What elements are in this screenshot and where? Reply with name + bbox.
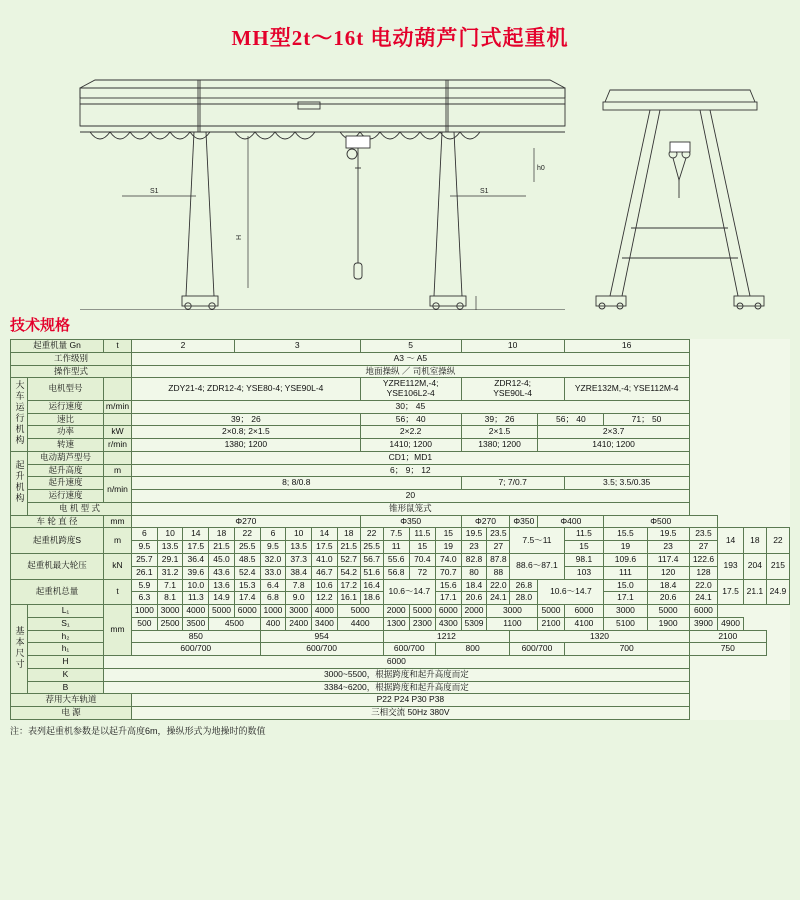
motor-model-4: YZRE132M,-4; YSE112M-4 [564, 378, 689, 401]
span-2-b1: 9.5 [132, 541, 158, 554]
lift-speed-3: 3.5; 3.5/0.35 [564, 477, 689, 490]
tw-2-b2: 8.1 [157, 592, 183, 605]
lift-speed-unit: n/min [104, 477, 132, 503]
table-row-L1 [11, 605, 790, 618]
span-2-b2: 13.5 [157, 541, 183, 554]
svg-text:H: H [236, 234, 243, 240]
S1-12: 5309 [461, 617, 487, 630]
S1-10: 2300 [409, 617, 435, 630]
L1-1: 1000 [132, 605, 158, 618]
S1-9: 1300 [383, 617, 409, 630]
power-4: 2×3.7 [538, 426, 689, 439]
wl-10-b1: 98.1 [564, 554, 604, 567]
wheel-dia-4: Φ350 [510, 515, 538, 528]
span-3-b2: 13.5 [286, 541, 312, 554]
span-10-a: 7.5～11 [510, 528, 564, 554]
table-row-motor-type [11, 502, 790, 515]
table-row-H [11, 656, 790, 669]
wheel-dia-6: Φ500 [604, 515, 718, 528]
tw-3-a1: 6.4 [260, 579, 286, 592]
tw-2-a4: 13.6 [209, 579, 235, 592]
table-row-wheel-dia [11, 515, 790, 528]
tw-10-c3: 24.1 [689, 592, 717, 605]
span-5-b1: 11.5 [409, 528, 435, 541]
wl-10-a: 88.6～87.1 [510, 554, 564, 580]
power-2: 2×2.2 [360, 426, 461, 439]
table-row-lift-speed [11, 477, 790, 490]
wl-3-a2: 37.3 [286, 554, 312, 567]
tw-5-b4: 26.8 [510, 579, 538, 592]
table-row-wheel-load-a [11, 554, 790, 567]
tw-10-b3: 22.0 [689, 579, 717, 592]
ratio-1: 39； 26 [132, 413, 361, 426]
wl-2-b2: 31.2 [157, 566, 183, 579]
wl-5-a2: 56.8 [383, 566, 409, 579]
span-16-2: 18 [743, 528, 766, 554]
wl-10-c2: 111 [604, 566, 647, 579]
wl-5-c3: 80 [461, 566, 487, 579]
ratio-4: 56； 40 [538, 413, 604, 426]
work-class-label: 工作级别 [11, 352, 132, 365]
L1-label: L₁ [28, 605, 104, 618]
wheel-dia-3: Φ270 [461, 515, 510, 528]
span-10-c3: 23 [647, 541, 689, 554]
tw-5-b3: 22.0 [487, 579, 510, 592]
span-3-a2: 10 [286, 528, 312, 541]
spec-table-wrap [10, 339, 790, 720]
K-label: K [28, 668, 104, 681]
tw-5-b2: 18.4 [461, 579, 487, 592]
S1-15: 4100 [564, 617, 604, 630]
wl-3-b5: 51.6 [360, 566, 383, 579]
h2-label: h₂ [28, 630, 104, 643]
operation-label: 操作型式 [11, 365, 132, 378]
tw-10-b1: 15.0 [604, 579, 647, 592]
L1-19: 6000 [689, 605, 717, 618]
run-speed-value: 30； 45 [132, 400, 690, 413]
L1-13: 2000 [461, 605, 487, 618]
wl-10-b2: 109.6 [604, 554, 647, 567]
tw-3-b3: 12.2 [312, 592, 338, 605]
span-10-b3: 19.5 [647, 528, 689, 541]
B-label: B [28, 681, 104, 694]
power-source-label: 电 源 [11, 707, 132, 720]
ratio-unit [104, 413, 132, 426]
span-3-b3: 17.5 [312, 541, 338, 554]
operation-value: 地面操纵 ／ 司机室操纵 [132, 365, 690, 378]
wl-3-b1: 33.0 [260, 566, 286, 579]
S1-6: 2400 [286, 617, 312, 630]
span-3-a5: 22 [360, 528, 383, 541]
tw-5-c4: 28.0 [510, 592, 538, 605]
wl-16-3: 215 [766, 554, 789, 580]
span-5-c4: 27 [487, 541, 510, 554]
ratio-5: 71； 50 [604, 413, 689, 426]
rpm-1: 1380; 1200 [132, 439, 361, 452]
wl-2-b3: 39.6 [183, 566, 209, 579]
span-2-a2: 10 [157, 528, 183, 541]
lift-speed-1: 8; 8/0.8 [132, 477, 462, 490]
lift-height-unit: m [104, 464, 132, 477]
wheel-load-label: 起重机最大轮压 [11, 554, 104, 580]
wl-5-b4: 87.8 [487, 554, 510, 567]
span-5-c3: 23 [461, 541, 487, 554]
wl-3-a3: 41.0 [312, 554, 338, 567]
lift-height-label: 起升高度 [28, 464, 104, 477]
dim-group-label: 基本尺寸 [11, 605, 28, 694]
tw-2-a1: 5.9 [132, 579, 158, 592]
wheel-dia-unit: mm [104, 515, 132, 528]
lift-group-label: 起升机构 [11, 451, 28, 515]
motor-model-unit [104, 378, 132, 401]
span-5-c1: 15 [409, 541, 435, 554]
span-16-1: 14 [718, 528, 744, 554]
span-2-a3: 14 [183, 528, 209, 541]
travel-speed-label: 运行速度 [28, 490, 104, 503]
span-10-b4: 23.5 [689, 528, 717, 541]
wl-5-a1: 55.6 [383, 554, 409, 567]
S1-1: 500 [132, 617, 158, 630]
tw-5-c2: 20.6 [461, 592, 487, 605]
H-value: 6000 [104, 656, 690, 669]
capacity-10: 10 [461, 340, 564, 353]
table-row-run-speed [11, 400, 790, 413]
ratio-2: 56； 40 [360, 413, 461, 426]
motor-model-2: YZRE112M,-4; YSE106L2-4 [360, 378, 461, 401]
table-row-operation [11, 365, 790, 378]
tw-3-a4: 17.2 [337, 579, 360, 592]
svg-text:h0: h0 [537, 165, 545, 172]
span-3-a4: 18 [337, 528, 360, 541]
h2-2: 954 [260, 630, 383, 643]
wl-5-c2: 70.7 [435, 566, 461, 579]
big-car-group-label: 大车运行机构 [11, 378, 28, 452]
span-3-b5: 25.5 [360, 541, 383, 554]
S1-18: 3900 [689, 617, 717, 630]
run-speed-unit: m/min [104, 400, 132, 413]
tw-5-c1: 17.1 [435, 592, 461, 605]
tw-2-a2: 7.1 [157, 579, 183, 592]
motor-model-1: ZDY21-4; ZDR12-4; YSE80-4; YSE90L-4 [132, 378, 361, 401]
wl-3-b2: 38.4 [286, 566, 312, 579]
wl-2-b1: 26.1 [132, 566, 158, 579]
wl-3-a4: 52.7 [337, 554, 360, 567]
L1-18: 5000 [647, 605, 689, 618]
S1-11: 4300 [435, 617, 461, 630]
table-row-K [11, 668, 790, 681]
capacity-5: 5 [360, 340, 461, 353]
tw-3-a2: 7.8 [286, 579, 312, 592]
tw-16-3: 24.9 [766, 579, 789, 605]
wl-3-a5: 56.7 [360, 554, 383, 567]
K-value: 3000~5500，根据跨度和起升高度而定 [104, 668, 690, 681]
wheel-dia-label: 车 轮 直 径 [11, 515, 104, 528]
H-label: H [28, 656, 104, 669]
table-row-span-a [11, 528, 790, 541]
table-row-rpm [11, 439, 790, 452]
S1-13: 1100 [487, 617, 538, 630]
h1-7: 750 [689, 643, 766, 656]
tw-2-b5: 17.4 [234, 592, 260, 605]
power-label: 功率 [28, 426, 104, 439]
rail-label: 荐用大车轨道 [11, 694, 132, 707]
span-unit: m [104, 528, 132, 554]
L1-11: 5000 [409, 605, 435, 618]
tw-16-2: 21.1 [743, 579, 766, 605]
span-10-c4: 27 [689, 541, 717, 554]
span-10-c2: 19 [604, 541, 647, 554]
table-row-motor-model [11, 378, 790, 401]
power-1: 2×0.8; 2×1.5 [132, 426, 361, 439]
L1-3: 4000 [183, 605, 209, 618]
wl-2-a4: 45.0 [209, 554, 235, 567]
span-5-b3: 19.5 [461, 528, 487, 541]
span-10-b1: 11.5 [564, 528, 604, 541]
rpm-4: 1410; 1200 [538, 439, 689, 452]
rpm-3: 1380; 1200 [461, 439, 538, 452]
S1-2: 2500 [157, 617, 183, 630]
h1-5: 600/700 [510, 643, 564, 656]
hoist-model-label: 电动葫芦型号 [28, 451, 104, 464]
rpm-2: 1410; 1200 [360, 439, 461, 452]
L1-15: 5000 [538, 605, 564, 618]
wl-2-b5: 52.4 [234, 566, 260, 579]
tw-2-b1: 6.3 [132, 592, 158, 605]
L1-16: 6000 [564, 605, 604, 618]
span-5-b2: 15 [435, 528, 461, 541]
L1-10: 2000 [383, 605, 409, 618]
tw-2-b3: 11.3 [183, 592, 209, 605]
span-2-a5: 22 [234, 528, 260, 541]
wl-2-a1: 25.7 [132, 554, 158, 567]
tw-3-a5: 16.4 [360, 579, 383, 592]
table-row-power-source [11, 707, 790, 720]
table-row-hoist-model [11, 451, 790, 464]
capacity-16: 16 [564, 340, 689, 353]
tw-10-c2: 20.6 [647, 592, 689, 605]
capacity-unit: t [104, 340, 132, 353]
span-2-b3: 17.5 [183, 541, 209, 554]
span-16-3: 22 [766, 528, 789, 554]
wl-5-c1: 72 [409, 566, 435, 579]
tw-3-b5: 18.6 [360, 592, 383, 605]
wl-5-b2: 74.0 [435, 554, 461, 567]
tw-2-a5: 15.3 [234, 579, 260, 592]
footnote: 注：表列起重机参数是以起升高度6m，操纵形式为地操时的数值 [10, 725, 266, 736]
L1-9: 5000 [337, 605, 383, 618]
wl-2-b4: 43.6 [209, 566, 235, 579]
power-3: 2×1.5 [461, 426, 538, 439]
span-5-a2: 11 [383, 541, 409, 554]
table-row-capacity [11, 340, 790, 353]
hoist-model-value: CD1；MD1 [132, 451, 690, 464]
tw-10-a: 10.6～14.7 [538, 579, 604, 605]
rpm-unit: r/min [104, 439, 132, 452]
total-weight-unit: t [104, 579, 132, 605]
svg-text:S1: S1 [480, 188, 489, 195]
wl-10-c1: 103 [564, 566, 604, 579]
lift-speed-2: 7; 7/0.7 [461, 477, 564, 490]
span-3-b4: 21.5 [337, 541, 360, 554]
h2-4: 1320 [510, 630, 689, 643]
h2-3: 1212 [383, 630, 510, 643]
lift-height-value: 6； 9； 12 [132, 464, 690, 477]
tw-16-1: 17.5 [718, 579, 744, 605]
tw-2-a3: 10.0 [183, 579, 209, 592]
L1-12: 6000 [435, 605, 461, 618]
page-title: MH型2t～16t 电动葫芦门式起重机 [231, 26, 569, 50]
span-3-a1: 6 [260, 528, 286, 541]
L1-8: 4000 [312, 605, 338, 618]
spec-table [10, 339, 790, 720]
wheel-load-unit: kN [104, 554, 132, 580]
wl-2-a2: 29.1 [157, 554, 183, 567]
h1-label: h₁ [28, 643, 104, 656]
power-source-value: 三相交流 50Hz 380V [132, 707, 690, 720]
h1-4: 800 [435, 643, 509, 656]
span-5-c2: 19 [435, 541, 461, 554]
tw-3-b2: 9.0 [286, 592, 312, 605]
table-row-rail [11, 694, 790, 707]
table-row-B [11, 681, 790, 694]
motor-model-label: 电机型号 [28, 378, 104, 401]
S1-16: 5100 [604, 617, 647, 630]
dim-unit: mm [104, 605, 132, 656]
power-unit: kW [104, 426, 132, 439]
run-speed-label: 运行速度 [28, 400, 104, 413]
span-2-b4: 21.5 [209, 541, 235, 554]
wl-2-a3: 36.4 [183, 554, 209, 567]
span-2-a4: 18 [209, 528, 235, 541]
motor-type-label: 电 机 型 式 [28, 502, 132, 515]
tw-10-c1: 17.1 [604, 592, 647, 605]
B-value: 3384~6200，根据跨度和起升高度而定 [104, 681, 690, 694]
span-3-a3: 14 [312, 528, 338, 541]
S1-14: 2100 [538, 617, 564, 630]
table-row-total-weight-a [11, 579, 790, 592]
L1-7: 3000 [286, 605, 312, 618]
span-5-a1: 7.5 [383, 528, 409, 541]
span-5-b4: 23.5 [487, 528, 510, 541]
wl-10-c4: 128 [689, 566, 717, 579]
table-row-power [11, 426, 790, 439]
table-row-lift-height [11, 464, 790, 477]
wl-10-c3: 120 [647, 566, 689, 579]
span-2-b5: 25.5 [234, 541, 260, 554]
lift-speed-label: 起升速度 [28, 477, 104, 490]
wl-5-b1: 70.4 [409, 554, 435, 567]
L1-4: 5000 [209, 605, 235, 618]
wl-10-b4: 122.6 [689, 554, 717, 567]
tw-5-b1: 15.6 [435, 579, 461, 592]
tw-2-b4: 14.9 [209, 592, 235, 605]
h1-6: 700 [564, 643, 689, 656]
S1-8: 4400 [337, 617, 383, 630]
h2-1: 850 [132, 630, 261, 643]
hoist-model-unit [104, 451, 132, 464]
span-label: 起重机跨度S [11, 528, 104, 554]
travel-speed-value: 20 [132, 490, 690, 503]
wheel-dia-1: Φ270 [132, 515, 361, 528]
span-3-b1: 9.5 [260, 541, 286, 554]
wl-5-b3: 82.8 [461, 554, 487, 567]
ratio-3: 39； 26 [461, 413, 538, 426]
wheel-dia-5: Φ400 [538, 515, 604, 528]
span-10-c1: 15 [564, 541, 604, 554]
wl-3-b4: 54.2 [337, 566, 360, 579]
L1-6: 1000 [260, 605, 286, 618]
wl-5-c4: 88 [487, 566, 510, 579]
wl-16-1: 193 [718, 554, 744, 580]
S1-19: 4900 [718, 617, 744, 630]
tw-10-b2: 18.4 [647, 579, 689, 592]
L1-2: 3000 [157, 605, 183, 618]
total-weight-label: 起重机总量 [11, 579, 104, 605]
motor-model-3: ZDR12-4; YSE90L-4 [461, 378, 564, 401]
technical-drawing [10, 58, 790, 308]
wl-3-a1: 32.0 [260, 554, 286, 567]
tw-3-a3: 10.6 [312, 579, 338, 592]
h1-1: 600/700 [132, 643, 261, 656]
tw-5-c3: 24.1 [487, 592, 510, 605]
svg-text:S1: S1 [150, 188, 159, 195]
wheel-dia-2: Φ350 [360, 515, 461, 528]
wl-10-b3: 117.4 [647, 554, 689, 567]
S1-7: 3400 [312, 617, 338, 630]
rpm-label: 转速 [28, 439, 104, 452]
S1-3: 3500 [183, 617, 209, 630]
L1-14: 3000 [487, 605, 538, 618]
h1-2: 600/700 [260, 643, 383, 656]
h1-3: 600/700 [383, 643, 435, 656]
span-10-b2: 15.5 [604, 528, 647, 541]
capacity-3: 3 [234, 340, 360, 353]
tw-3-b1: 6.8 [260, 592, 286, 605]
S1-17: 1900 [647, 617, 689, 630]
ratio-label: 速比 [28, 413, 104, 426]
capacity-label: 起重机量 Gn [11, 340, 104, 353]
wl-2-a5: 48.5 [234, 554, 260, 567]
section-heading: 技术规格 [10, 318, 71, 334]
h2-5: 2100 [689, 630, 766, 643]
table-row-work-class [11, 352, 790, 365]
capacity-2: 2 [132, 340, 235, 353]
S1-label: S₁ [28, 617, 104, 630]
tw-5-a: 10.6～14.7 [383, 579, 435, 605]
rail-value: P22 P24 P30 P38 [132, 694, 690, 707]
wl-16-2: 204 [743, 554, 766, 580]
S1-4: 4500 [209, 617, 260, 630]
work-class-value: A3 ～ A5 [132, 352, 690, 365]
L1-17: 3000 [604, 605, 647, 618]
tw-3-b4: 16.1 [337, 592, 360, 605]
wl-3-b3: 46.7 [312, 566, 338, 579]
L1-5: 6000 [234, 605, 260, 618]
motor-type-value: 锥形鼠笼式 [132, 502, 690, 515]
span-2-a1: 6 [132, 528, 158, 541]
S1-5: 400 [260, 617, 286, 630]
table-row-ratio [11, 413, 790, 426]
